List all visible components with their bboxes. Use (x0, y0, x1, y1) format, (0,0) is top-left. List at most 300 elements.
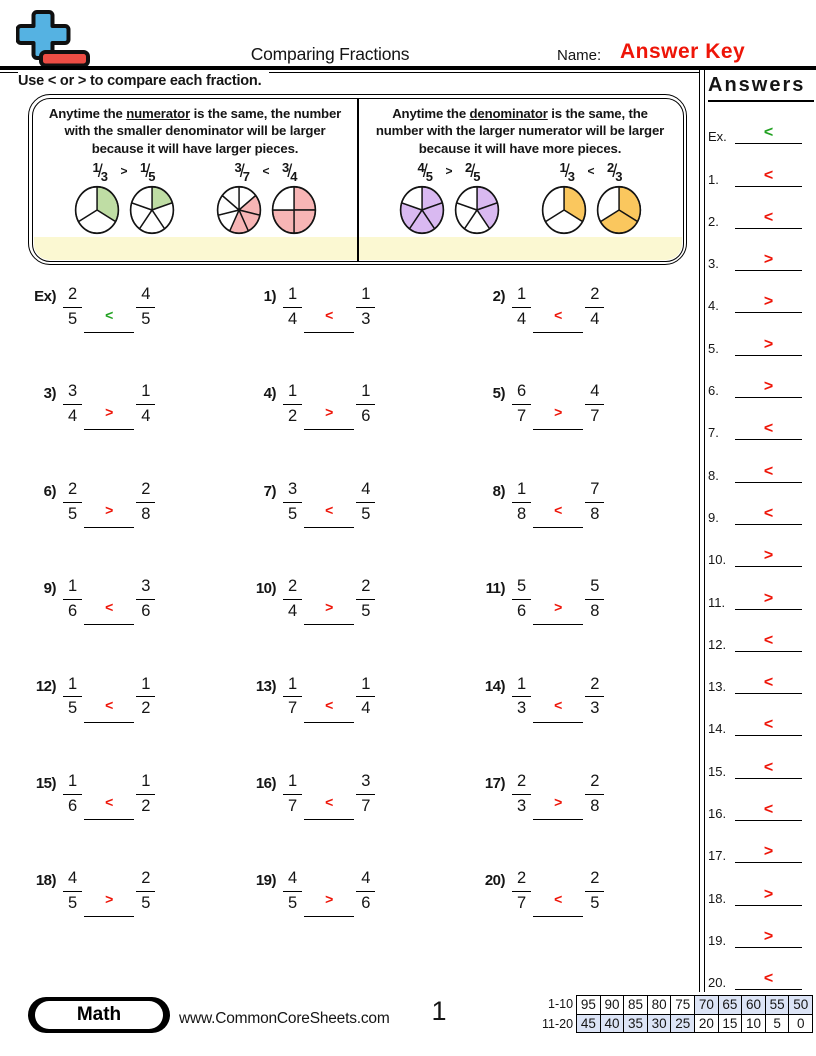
example-pies (74, 185, 175, 235)
comparison-symbol: < (587, 164, 595, 179)
comparison-symbol: < (554, 307, 563, 323)
fraction-denominator: 5 (361, 601, 371, 620)
fraction-denominator: 8 (590, 601, 600, 620)
underlined-term: denominator (469, 105, 548, 121)
answer-blank (533, 382, 583, 430)
score-row-label: 1-10 (548, 997, 574, 1011)
problem-label: 8) (492, 482, 505, 500)
fraction-numerator: 1 (356, 285, 375, 308)
score-cell: 65 (718, 995, 743, 1015)
score-cell: 5 (765, 1014, 790, 1034)
answer-blank (84, 382, 134, 430)
score-table (537, 995, 813, 1034)
answer-line (735, 759, 802, 779)
score-cell: 95 (576, 995, 601, 1015)
problem-label: 12) (35, 677, 56, 695)
answer-label: 17. (708, 848, 727, 864)
answer-row (699, 863, 816, 905)
answer-label: 9. (708, 509, 719, 525)
fraction (356, 675, 375, 720)
fraction (512, 382, 531, 427)
fraction (283, 285, 302, 330)
answer-line (735, 505, 802, 525)
answer-line (735, 801, 802, 821)
answer-line (735, 209, 802, 229)
answer-symbol: < (763, 124, 774, 142)
answer-symbol: > (763, 927, 774, 945)
fraction-numerator: 1 (136, 382, 155, 405)
problem (24, 577, 244, 674)
comparison-symbol: < (554, 696, 563, 713)
score-cell: 35 (623, 1014, 648, 1034)
score-cell: 0 (788, 1014, 813, 1034)
fraction-denominator: 5 (141, 309, 151, 328)
problem-label: 5) (492, 385, 505, 403)
comparison-symbol: > (120, 164, 128, 179)
example-pies (541, 185, 642, 235)
problem (24, 772, 244, 869)
answer-blank (533, 480, 583, 528)
fraction (512, 577, 531, 622)
comparison-symbol: < (554, 501, 563, 518)
fraction (585, 285, 604, 330)
answer-label: 19. (708, 932, 727, 948)
fraction-numerator: 3 (356, 772, 375, 795)
fraction-denominator: 6 (68, 796, 78, 815)
answer-label: 10. (708, 552, 727, 568)
score-cell: 60 (741, 995, 766, 1015)
answer-label: 8. (708, 467, 719, 483)
fraction-denominator: 5 (68, 504, 78, 523)
example-fractions (234, 160, 298, 185)
fraction-denominator: 7 (288, 699, 298, 718)
answer-symbol: < (763, 420, 774, 438)
problem-label: Ex) (34, 288, 56, 305)
fraction (63, 869, 82, 914)
fraction-numerator: 1 (512, 480, 531, 503)
pie-chart (399, 185, 445, 235)
page-title: Comparing Fractions (250, 44, 410, 64)
answer-symbol: < (763, 758, 774, 776)
answer-blank (533, 675, 583, 723)
answer-blank (304, 869, 354, 917)
fraction-numerator: 1 (63, 577, 82, 600)
answer-line (735, 336, 802, 356)
problem-label: 3) (43, 385, 56, 403)
answer-row (699, 906, 816, 948)
fraction-denominator: 4 (141, 407, 151, 426)
fraction-denominator: 2 (141, 796, 151, 815)
slash-fraction: $^4/_5$ (417, 160, 434, 185)
answer-symbol: > (763, 335, 774, 353)
fraction-numerator: 7 (585, 480, 604, 503)
fraction-denominator: 5 (68, 699, 78, 718)
comparison-symbol: < (325, 307, 334, 323)
slash-fraction: $^1/_3$ (559, 160, 576, 185)
slash-fraction: $^2/_3$ (606, 160, 623, 185)
fraction (512, 285, 531, 330)
problem (473, 480, 698, 577)
underlined-term: numerator (126, 105, 191, 121)
fraction-denominator: 7 (517, 407, 527, 426)
score-cell: 15 (718, 1014, 743, 1034)
score-row (537, 995, 813, 1015)
comparison-symbol: < (105, 599, 114, 616)
fraction-denominator: 6 (361, 894, 371, 913)
answer-line (735, 420, 802, 440)
fraction-numerator: 1 (356, 675, 375, 698)
answer-symbol: > (763, 589, 774, 607)
fraction-denominator: 4 (361, 699, 371, 718)
comparison-symbol: > (105, 501, 114, 518)
problem (24, 285, 244, 382)
comparison-symbol: > (554, 599, 563, 616)
fraction-numerator: 4 (283, 869, 302, 892)
answer-row (699, 736, 816, 778)
example-fractions (92, 160, 156, 185)
answers-panel (699, 68, 816, 992)
answer-symbol: < (763, 970, 774, 988)
problem (473, 577, 698, 674)
answers-list (699, 102, 816, 990)
example-fractions (559, 160, 623, 185)
comparison-symbol: < (262, 164, 270, 179)
problem-label: 13) (255, 677, 276, 695)
fraction-numerator: 2 (585, 772, 604, 795)
score-row (537, 1015, 813, 1035)
answer-blank (304, 675, 354, 723)
fraction-denominator: 3 (517, 699, 527, 718)
score-cell: 90 (600, 995, 625, 1015)
pie-chart (271, 185, 317, 235)
problem-label: 6) (43, 482, 56, 500)
score-cell: 85 (623, 995, 648, 1015)
fraction-numerator: 3 (283, 480, 302, 503)
answer-label: 20. (708, 975, 727, 991)
problem (244, 382, 473, 479)
fraction-denominator: 4 (288, 601, 298, 620)
fraction (136, 675, 155, 720)
answer-row (699, 483, 816, 525)
problem-label: 7) (263, 482, 276, 500)
answer-label: 11. (708, 594, 726, 610)
fraction (63, 675, 82, 720)
fraction (136, 869, 155, 914)
problem-label: 17) (484, 774, 505, 792)
fraction-numerator: 6 (512, 382, 531, 405)
fraction (136, 577, 155, 622)
example-group (74, 161, 175, 235)
fraction-numerator: 2 (356, 577, 375, 600)
slash-fraction: $^3/_7$ (234, 160, 251, 185)
slash-fraction: $^2/_5$ (464, 160, 481, 185)
answer-blank (84, 285, 134, 333)
score-cell: 45 (576, 1014, 601, 1034)
problem-label: 20) (484, 872, 505, 890)
answer-line (735, 547, 802, 567)
fraction (63, 577, 82, 622)
footer (0, 994, 816, 1042)
instruction: Use < or > to compare each fraction. (18, 70, 269, 91)
answer-row (699, 398, 816, 440)
comparison-symbol: > (325, 599, 334, 616)
fraction-numerator: 2 (585, 869, 604, 892)
answer-symbol: < (763, 208, 774, 226)
fraction-numerator: 5 (585, 577, 604, 600)
fraction-numerator: 2 (136, 480, 155, 503)
problem (244, 869, 473, 966)
answer-blank (533, 869, 583, 917)
answer-row (699, 948, 816, 990)
problem-label: 11) (485, 580, 505, 598)
fraction-denominator: 8 (517, 504, 527, 523)
fraction-denominator: 5 (361, 504, 371, 523)
answer-line (735, 463, 802, 483)
problem (24, 675, 244, 772)
fraction-numerator: 2 (512, 869, 531, 892)
subject-label: Math (35, 1001, 163, 1029)
comparison-symbol: < (325, 793, 334, 810)
answer-line (735, 843, 802, 863)
example-pies (399, 185, 500, 235)
problem-label: 9) (43, 580, 56, 598)
answer-row (699, 187, 816, 229)
answer-row (699, 313, 816, 355)
fraction (512, 480, 531, 525)
answer-label: 4. (708, 298, 719, 314)
answer-line (735, 632, 802, 652)
comparison-symbol: > (554, 793, 563, 810)
answer-line (735, 124, 802, 144)
answer-blank (533, 577, 583, 625)
answer-symbol: > (763, 843, 774, 861)
answer-label: 6. (708, 383, 719, 399)
fraction-numerator: 1 (136, 772, 155, 795)
comparison-symbol: > (105, 891, 114, 908)
answer-label: 3. (708, 256, 719, 272)
answer-symbol: > (763, 378, 774, 396)
answer-symbol: < (763, 504, 774, 522)
problem (244, 675, 473, 772)
pie-chart (541, 185, 587, 235)
problem-label: 16) (255, 774, 276, 792)
answer-line (735, 716, 802, 736)
slash-fraction: $^1/_5$ (139, 160, 156, 185)
minus-icon (41, 52, 88, 66)
score-cell: 50 (788, 995, 813, 1015)
score-cell: 20 (694, 1014, 719, 1034)
fraction-denominator: 5 (288, 504, 298, 523)
fraction-denominator: 5 (141, 894, 151, 913)
answer-row (699, 652, 816, 694)
answer-row (699, 440, 816, 482)
plus-minus-icon (16, 10, 92, 70)
answer-line (735, 674, 802, 694)
answer-row (699, 271, 816, 313)
fraction-numerator: 2 (512, 772, 531, 795)
example-fractions (417, 160, 481, 185)
answer-symbol: < (763, 631, 774, 649)
answer-row (699, 821, 816, 863)
fraction-numerator: 3 (136, 577, 155, 600)
pie-chart (74, 185, 120, 235)
fraction (283, 772, 302, 817)
problem (24, 382, 244, 479)
fraction (585, 480, 604, 525)
answers-title: Answers (708, 74, 814, 102)
fraction (356, 869, 375, 914)
fraction (136, 772, 155, 817)
fraction (585, 869, 604, 914)
fraction-numerator: 2 (585, 675, 604, 698)
answer-row (699, 102, 816, 144)
fraction (63, 480, 82, 525)
fraction-denominator: 6 (361, 407, 371, 426)
answer-label: 16. (708, 806, 727, 822)
fraction-numerator: 4 (63, 869, 82, 892)
answer-symbol: > (763, 293, 774, 311)
answer-symbol: < (763, 462, 774, 480)
comparison-symbol: > (445, 164, 453, 179)
fraction-numerator: 1 (136, 675, 155, 698)
answer-blank (304, 577, 354, 625)
problem (473, 285, 698, 382)
answer-symbol: > (763, 251, 774, 269)
fraction-denominator: 4 (590, 309, 600, 328)
fraction-denominator: 7 (288, 796, 298, 815)
problem-label: 18) (35, 872, 56, 890)
fraction-numerator: 1 (512, 285, 531, 308)
slash-fraction: $^1/_3$ (92, 160, 109, 185)
comparison-symbol: < (105, 793, 114, 810)
comparison-symbol: < (554, 891, 563, 908)
answer-blank (84, 772, 134, 820)
score-cell: 30 (647, 1014, 672, 1034)
answer-row (699, 694, 816, 736)
answer-key-text: Answer Key (620, 40, 746, 63)
answer-line (735, 970, 802, 990)
comparison-symbol: < (325, 696, 334, 713)
example-group (399, 161, 500, 235)
pie-chart (596, 185, 642, 235)
fraction (585, 675, 604, 720)
answer-blank (533, 772, 583, 820)
answer-label: 12. (708, 636, 727, 652)
example-group (216, 161, 317, 235)
fraction-numerator: 4 (356, 480, 375, 503)
answer-blank (84, 675, 134, 723)
fraction-numerator: 1 (63, 675, 82, 698)
problem (244, 772, 473, 869)
fraction (356, 577, 375, 622)
fraction-numerator: 1 (283, 675, 302, 698)
answer-row (699, 229, 816, 271)
answer-label: 1. (708, 171, 719, 187)
problem (473, 382, 698, 479)
fraction (136, 480, 155, 525)
fraction-numerator: 1 (512, 675, 531, 698)
problem (24, 480, 244, 577)
answer-blank (304, 772, 354, 820)
fraction (283, 869, 302, 914)
pie-chart (216, 185, 262, 235)
answer-label: 15. (708, 763, 727, 779)
fraction (356, 285, 375, 330)
problem (24, 869, 244, 966)
comparison-symbol: < (105, 696, 114, 713)
answer-label: 7. (708, 425, 719, 441)
answer-label: 18. (708, 890, 727, 906)
score-cell: 70 (694, 995, 719, 1015)
score-cell: 80 (647, 995, 672, 1015)
score-cell: 75 (670, 995, 695, 1015)
fraction (585, 577, 604, 622)
answer-row (699, 356, 816, 398)
answer-line (735, 251, 802, 271)
fraction-numerator: 2 (63, 285, 82, 308)
answer-blank (304, 382, 354, 430)
answer-symbol: < (763, 801, 774, 819)
fraction (283, 675, 302, 720)
answer-line (735, 886, 802, 906)
fraction-numerator: 2 (63, 480, 82, 503)
comparison-symbol: > (325, 404, 334, 421)
score-cell: 55 (765, 995, 790, 1015)
fraction-denominator: 7 (361, 796, 371, 815)
info-box (28, 94, 687, 265)
answer-label: 13. (708, 679, 727, 695)
answer-blank (304, 480, 354, 528)
problem-label: 15) (35, 774, 56, 792)
fraction (512, 772, 531, 817)
fraction-denominator: 6 (517, 601, 527, 620)
fraction-numerator: 4 (356, 869, 375, 892)
fraction-numerator: 4 (585, 382, 604, 405)
fraction-denominator: 3 (590, 699, 600, 718)
comparison-symbol: > (105, 404, 114, 421)
comparison-symbol: > (325, 891, 334, 908)
fraction-denominator: 6 (141, 601, 151, 620)
answer-symbol: > (763, 547, 774, 565)
answer-blank (84, 480, 134, 528)
problem (244, 480, 473, 577)
fraction-numerator: 1 (356, 382, 375, 405)
fraction-denominator: 8 (590, 504, 600, 523)
problem (473, 869, 698, 966)
info-text-right: Anytime the denominator is the same, the number with the larger numerator will be larger because it will have more pieces. (375, 105, 665, 156)
fraction (63, 382, 82, 427)
fraction-denominator: 2 (141, 699, 151, 718)
answer-row (699, 144, 816, 186)
fraction (356, 480, 375, 525)
problem-label: 19) (255, 872, 276, 890)
fraction-numerator: 2 (283, 577, 302, 600)
fraction (512, 869, 531, 914)
problem (244, 285, 473, 382)
fraction (585, 382, 604, 427)
fraction (136, 382, 155, 427)
problem-label: 14) (484, 677, 505, 695)
fraction-denominator: 4 (517, 309, 527, 328)
answer-line (735, 590, 802, 610)
answer-row (699, 567, 816, 609)
fraction-numerator: 1 (283, 772, 302, 795)
answer-line (735, 928, 802, 948)
answer-line (735, 293, 802, 313)
problem (244, 577, 473, 674)
problem (473, 675, 698, 772)
problem-label: 1) (263, 288, 276, 305)
